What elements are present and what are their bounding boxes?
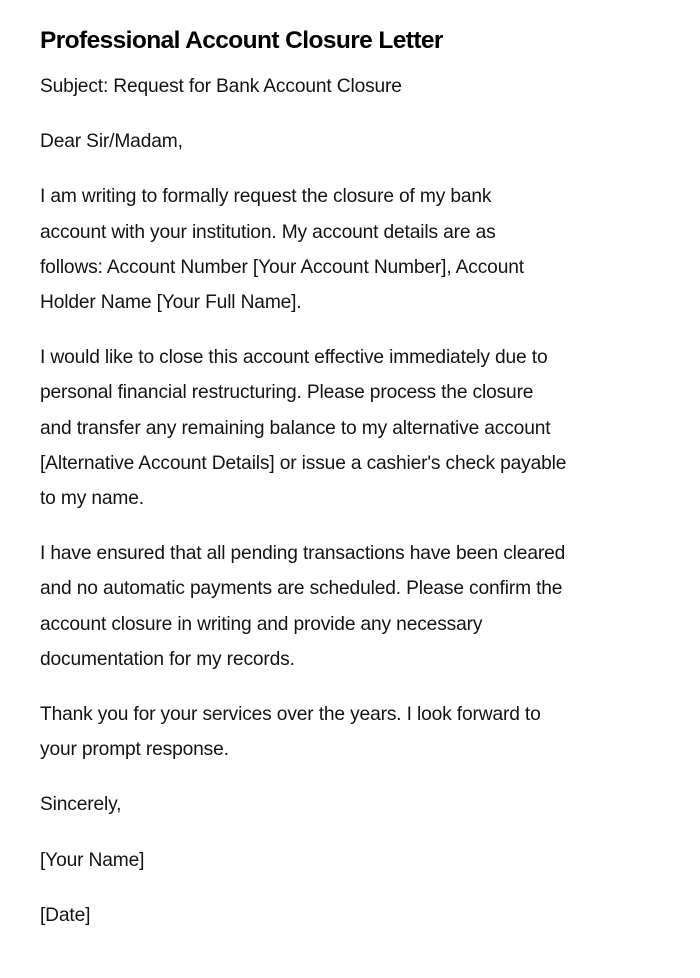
paragraph-line: documentation for my records.: [40, 648, 295, 670]
paragraph-line: personal financial restructuring. Please process the closure: [40, 382, 534, 404]
paragraph-line: [Alternative Account Details] or issue a cashier's check payable: [40, 452, 567, 474]
paragraph-line: account with your institution. My account details are as: [40, 221, 496, 243]
paragraph-line: and no automatic payments are scheduled. Please confirm the: [40, 578, 563, 600]
paragraph-line: Holder Name [Your Full Name].: [40, 292, 302, 314]
body-paragraph-4: [40, 697, 660, 767]
letter-salutation: Dear Sir/Madam,: [40, 131, 183, 153]
body-paragraph-3: [40, 536, 660, 677]
paragraph-line: your prompt response.: [40, 739, 229, 761]
signature-date: [Date]: [40, 904, 91, 926]
paragraph-line: I would like to close this account effective immediately due to: [40, 347, 548, 369]
paragraph-line: account closure in writing and provide any necessary: [40, 613, 483, 635]
letter-subject: Subject: Request for Bank Account Closure: [40, 76, 402, 97]
paragraph-line: to my name.: [40, 488, 144, 510]
letter-title: Professional Account Closure Letter: [40, 27, 443, 54]
signature-name: [Your Name]: [40, 849, 145, 871]
paragraph-line: Thank you for your services over the years. I look forward to: [40, 704, 541, 726]
body-paragraph-2: [40, 340, 660, 516]
body-paragraph-1: [40, 179, 660, 320]
paragraph-line: follows: Account Number [Your Account Number], Account: [40, 256, 524, 278]
paragraph-line: I am writing to formally request the closure of my bank: [40, 186, 492, 208]
paragraph-line: I have ensured that all pending transactions have been cleared: [40, 543, 566, 565]
paragraph-line: and transfer any remaining balance to my alternative account: [40, 417, 551, 439]
letter-closing: Sincerely,: [40, 794, 122, 816]
